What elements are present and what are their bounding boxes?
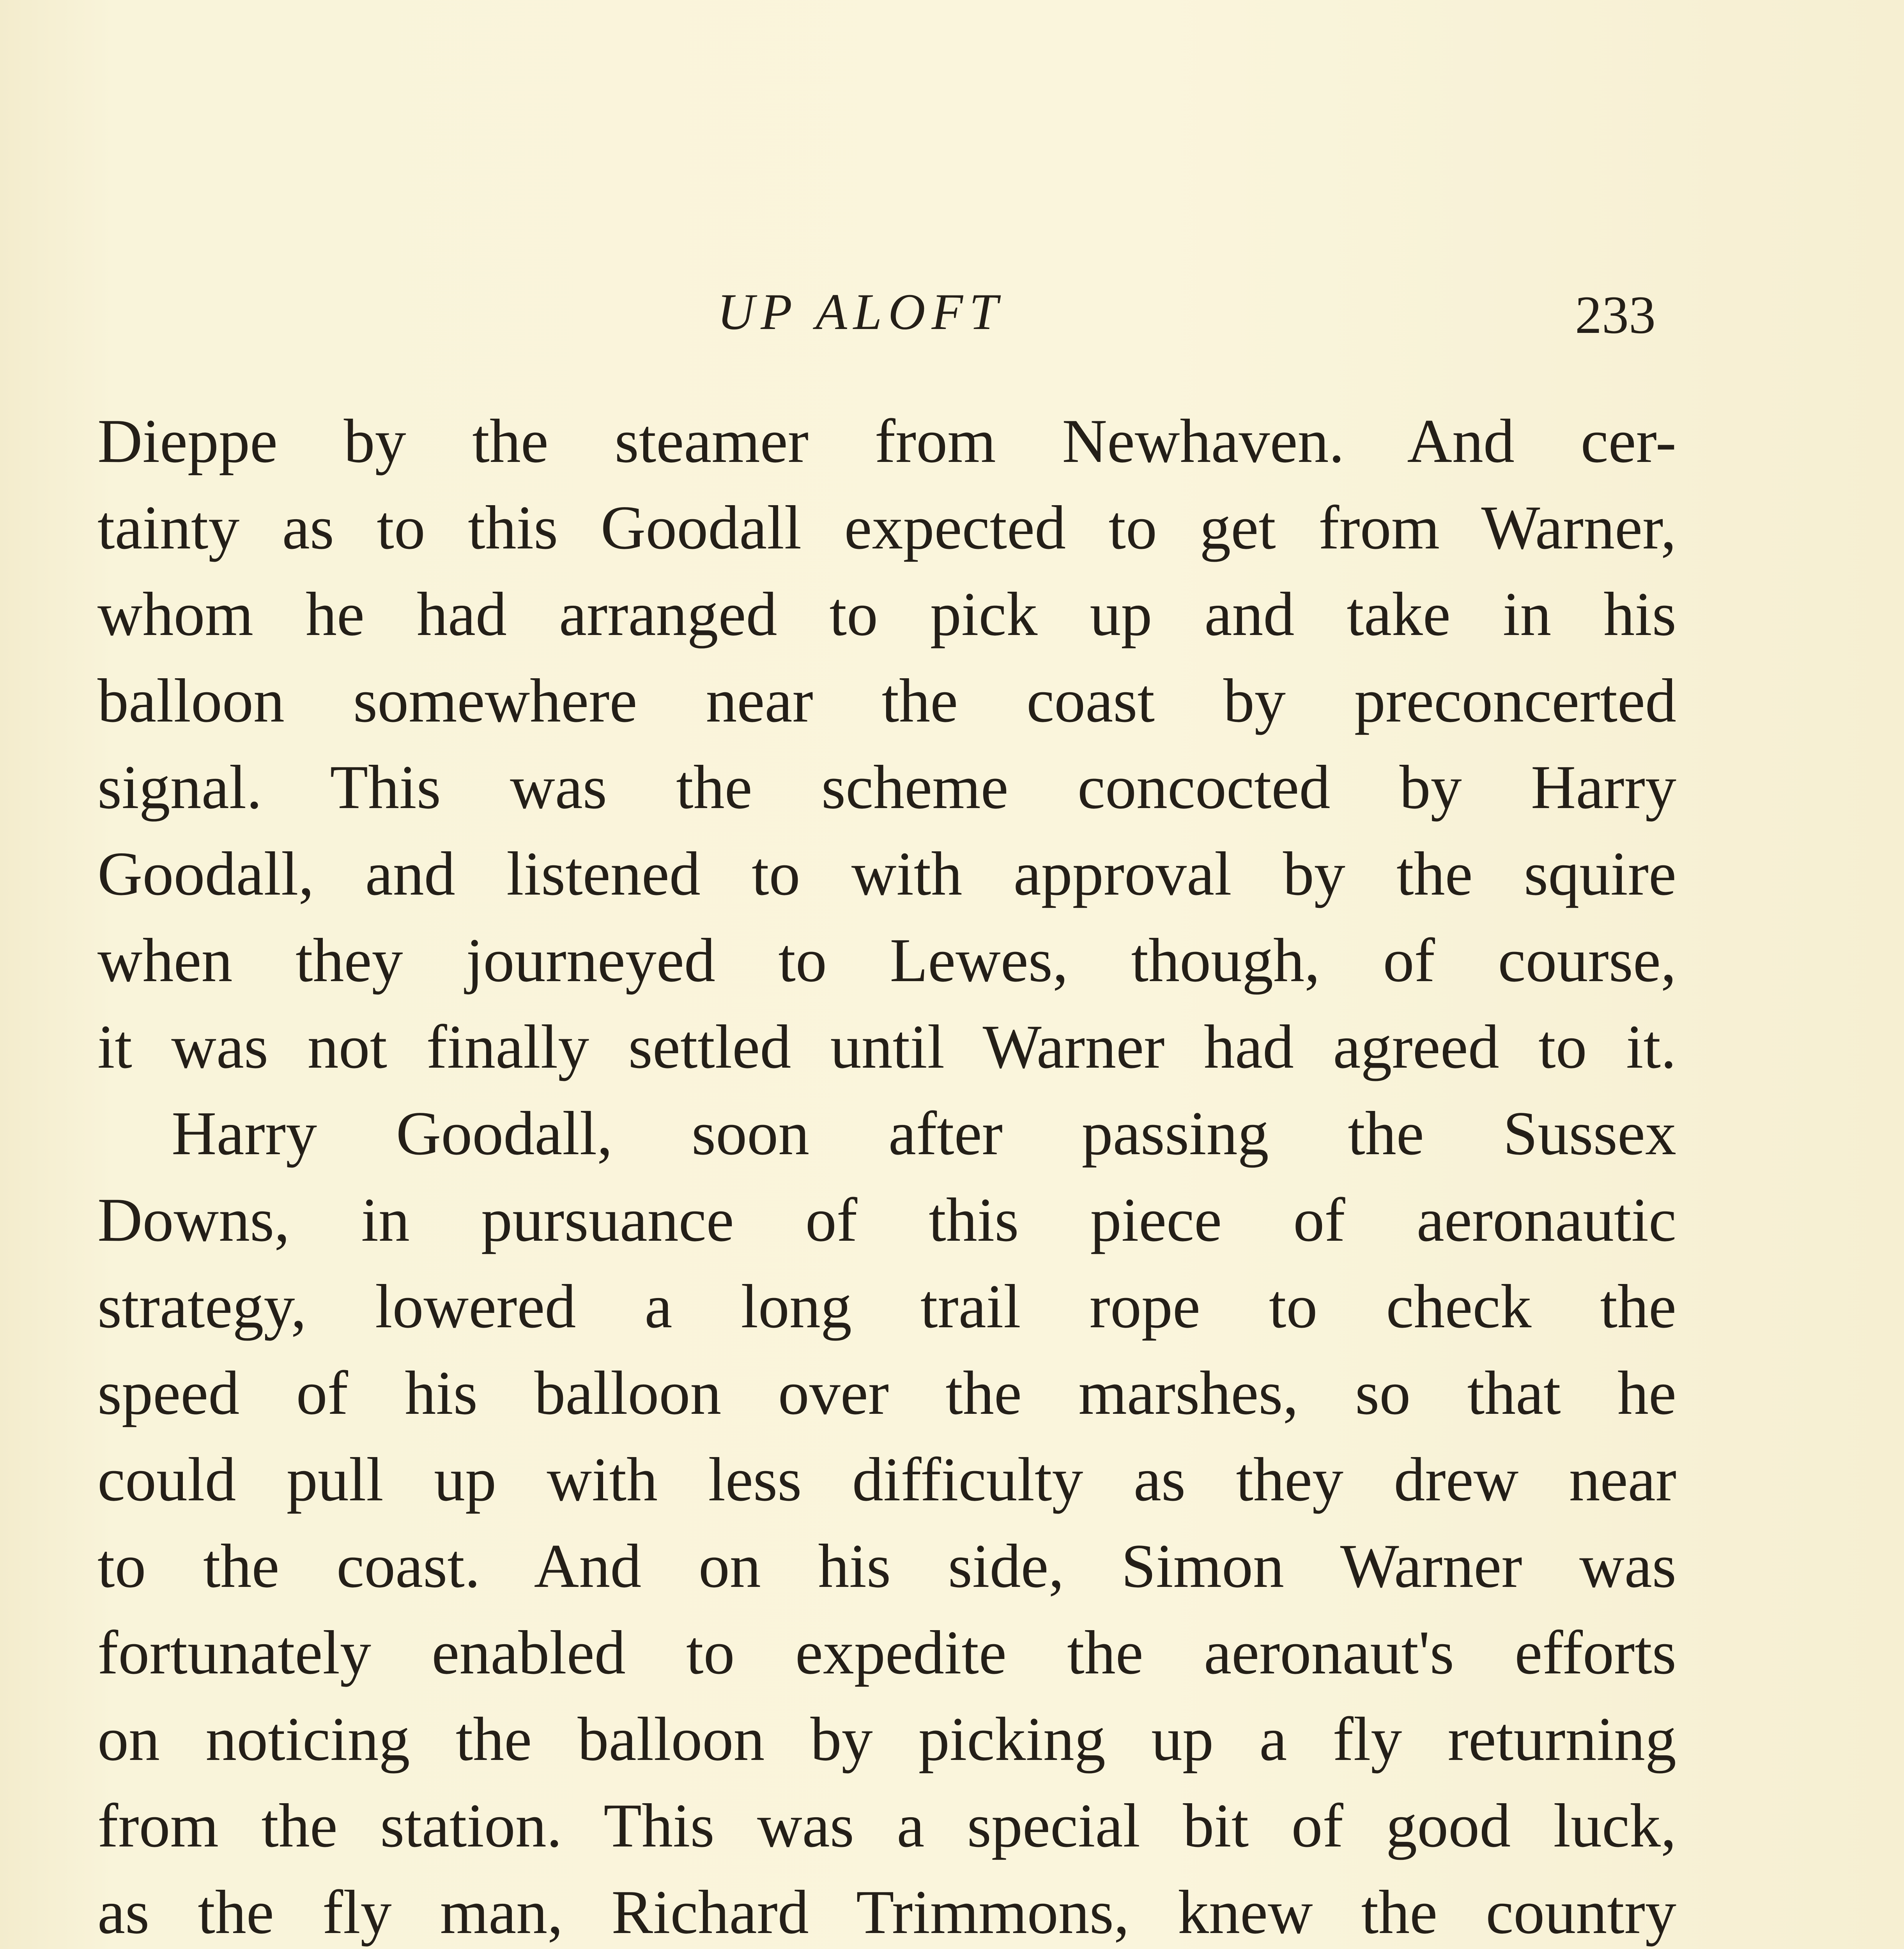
text-line: tainty as to this Goodall expected to get from Warner,	[97, 493, 1676, 562]
text-line: Dieppe by the steamer from Newhaven. And cer-	[97, 406, 1676, 476]
text-line: whom he had arranged to pick up and take in his	[97, 579, 1676, 649]
text-line: when they journeyed to Lewes, though, of course,	[97, 925, 1676, 995]
text-line: strategy, lowered a long trail rope to check the	[97, 1272, 1676, 1341]
text-line: it was not finally settled until Warner had agreed to it.	[97, 1012, 1676, 1081]
text-line: to the coast. And on his side, Simon Warner was	[97, 1531, 1676, 1601]
text-line: signal. This was the scheme concocted by Harry	[97, 752, 1676, 822]
text-line: fortunately enabled to expedite the aeronaut's efforts	[97, 1618, 1676, 1687]
running-title: UP ALOFT	[717, 283, 1004, 340]
text-line: could pull up with less difficulty as they drew near	[97, 1445, 1676, 1514]
running-head	[0, 273, 1904, 351]
text-line: balloon somewhere near the coast by preconcerted	[97, 666, 1676, 735]
body-text	[97, 398, 1676, 1949]
text-line: speed of his balloon over the marshes, so that he	[97, 1358, 1676, 1427]
text-line: from the station. This was a special bit of good luck,	[97, 1791, 1676, 1860]
text-line: Goodall, and listened to with approval by the squire	[97, 839, 1676, 908]
text-line: as the fly man, Richard Trimmons, knew the country	[97, 1877, 1676, 1947]
page-number: 233	[1575, 285, 1656, 345]
text-line: on noticing the balloon by picking up a fly returning	[97, 1704, 1676, 1774]
text-line: Harry Goodall, soon after passing the Sussex	[172, 1098, 1676, 1168]
text-line: Downs, in pursuance of this piece of aeronautic	[97, 1185, 1676, 1254]
